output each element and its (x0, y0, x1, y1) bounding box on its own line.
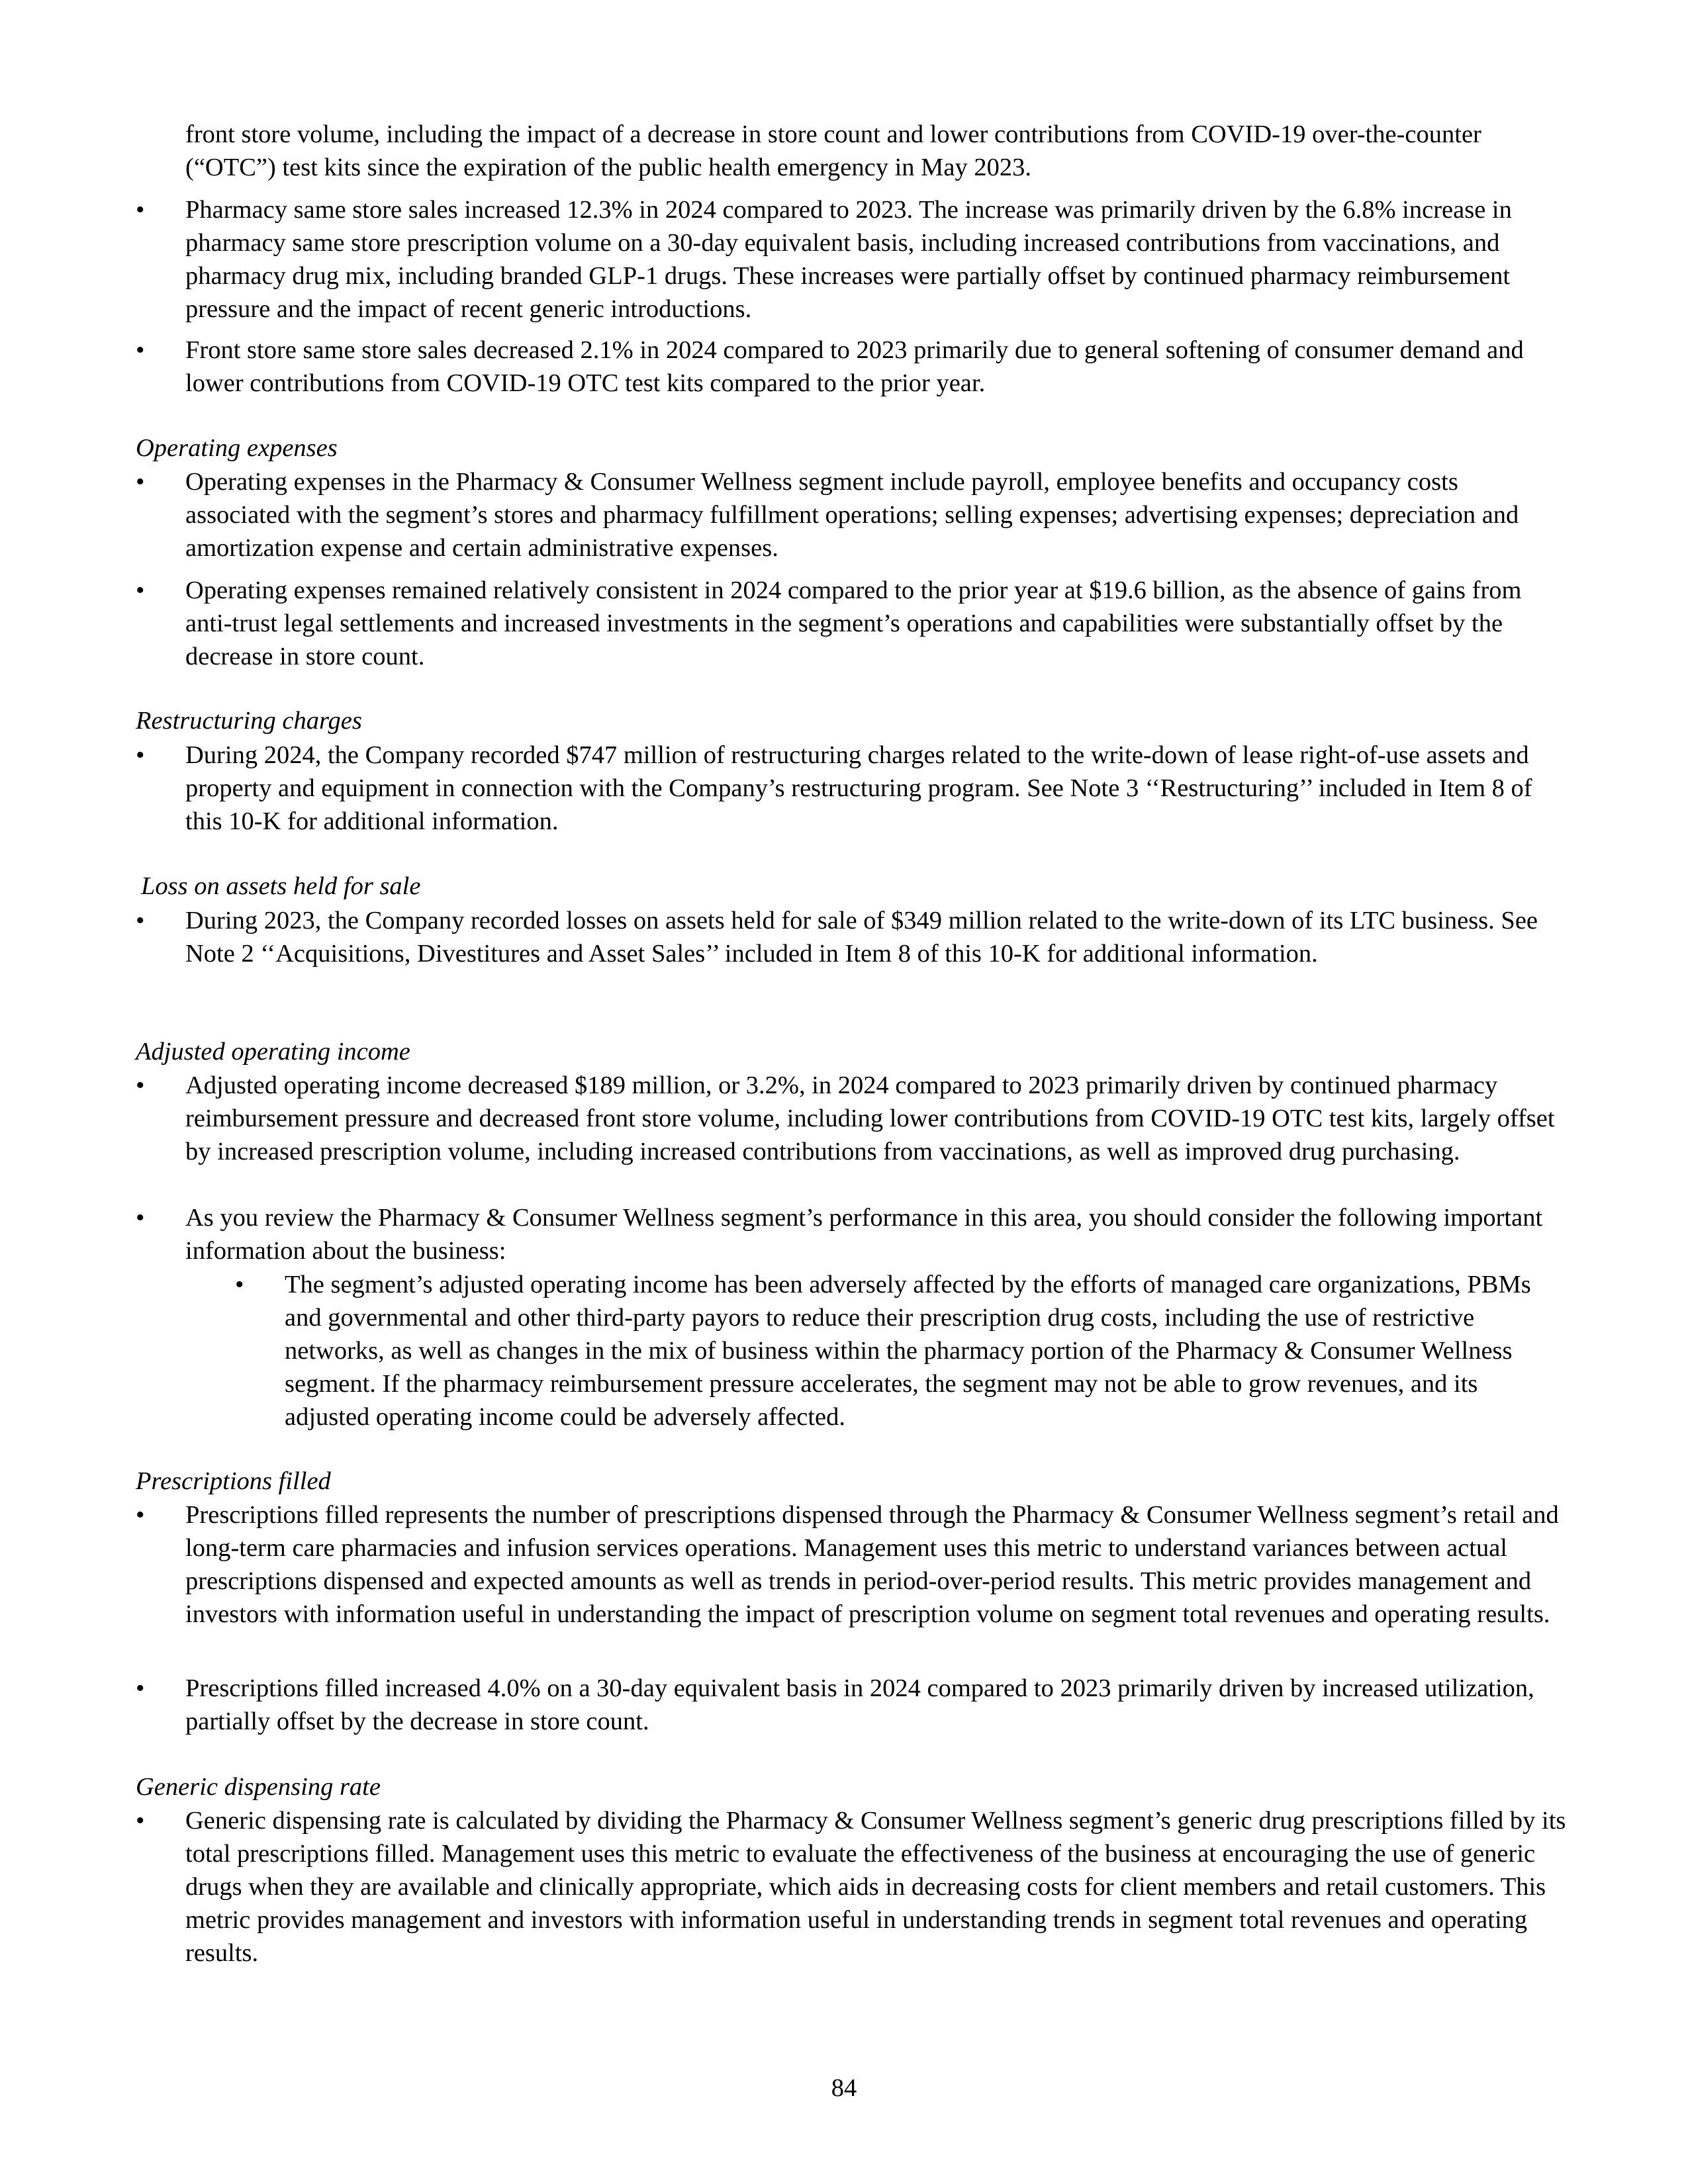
bullet-text: Pharmacy same store sales increased 12.3% in 2024 compared to 2023. The increase was primarily driven by the 6.8% increase in pharmacy same store prescription volume on a 30-day equivalent basis, including increased contributions from vaccinations, and pharmacy drug mix, including branded GLP-1 drugs. These increases were partially offset by continued pharmacy reimbursement pressure and the impact of recent generic introductions. (185, 196, 1512, 323)
bullet-marker: • (136, 1501, 145, 1529)
list-item (136, 465, 1569, 565)
bullet-marker: • (235, 1271, 244, 1298)
bullet-marker: • (136, 1674, 145, 1702)
section-heading-operating-expenses: Operating expenses (136, 434, 338, 462)
section-heading-generic-dispensing-rate: Generic dispensing rate (136, 1773, 381, 1801)
list-item (235, 1268, 1569, 1433)
bullet-text: Operating expenses in the Pharmacy & Consumer Wellness segment include payroll, employee benefits and occupancy costs associated with the segment’s stores and pharmacy fulfillment operations; selling expenses; advertising expenses; depreciation and amortization expense and certain administrative expenses. (185, 468, 1519, 562)
list-item (136, 574, 1569, 673)
bullet-text: Adjusted operating income decreased $189 million, or 3.2%, in 2024 compared to 2023 primarily driven by continued pharmacy reimbursement pressure and decreased front store volume, including lower contributions from COVID-19 OTC test kits, largely offset by increased prescription volume, including increased contributions from vaccinations, as well as improved drug purchasing. (185, 1071, 1555, 1165)
bullet-marker: • (136, 1204, 145, 1232)
bullet-text: Operating expenses remained relatively consistent in 2024 compared to the prior year at $19.6 billion, as the absence of gains from anti-trust legal settlements and increased investments in the segment’s operations and capabilities were substantially offset by the decrease in store count. (185, 576, 1522, 670)
bullet-text: Front store same store sales decreased 2.1% in 2024 compared to 2023 primarily due to general softening of consumer demand and lower contributions from COVID-19 OTC test kits compared to the prior year. (185, 336, 1524, 397)
bullet-marker: • (136, 196, 145, 224)
sub-bullet-text: The segment’s adjusted operating income has been adversely affected by the efforts of managed care organizations, PBMs and governmental and other third-party payors to reduce their prescription drug costs, including the use of restrictive networks, as well as changes in the mix of business within the pharmacy portion of the Pharmacy & Consumer Wellness segment. If the pharmacy reimbursement pressure accelerates, the segment may not be able to grow revenues, and its adjusted operating income could be adversely affected. (285, 1271, 1531, 1431)
bullet-text: As you review the Pharmacy & Consumer Wellness segment’s performance in this area, you should consider the following important information about the business: (185, 1204, 1543, 1265)
intro-continuation-paragraph: front store volume, including the impact of a decrease in store count and lower contributions from COVID-19 over-the-counter (“OTC”) test kits since the expiration of the public health emergency in May 2023. (185, 120, 1481, 181)
section-heading-loss-on-assets: Loss on assets held for sale (141, 872, 421, 900)
bullet-marker: • (136, 576, 145, 604)
page-number: 84 (831, 2074, 857, 2102)
bullet-marker: • (136, 1807, 145, 1835)
bullet-text: Prescriptions filled represents the number of prescriptions dispensed through the Pharmacy & Consumer Wellness segment’s retail and long-term care pharmacies and infusion services operations. Management uses this metric to understand variances between actual prescriptions dispensed and expected amounts as well as trends in period-over-period results. This metric provides management and investors with information useful in understanding the impact of prescription volume on segment total revenues and operating results. (185, 1501, 1559, 1628)
list-item (136, 334, 1569, 400)
list-item (136, 193, 1569, 326)
bullet-text: Prescriptions filled increased 4.0% on a 30-day equivalent basis in 2024 compared to 2023 primarily driven by increased utilization, partially offset by the decrease in store count. (185, 1674, 1534, 1735)
section-heading-prescriptions-filled: Prescriptions filled (136, 1467, 331, 1495)
list-item (136, 739, 1569, 838)
bullet-text: During 2023, the Company recorded losses on assets held for sale of $349 million related to the write-down of its LTC business. See Note 2 ‘‘Acquisitions, Divestitures and Asset Sales’’ included in Item 8 of this 10-K for additional information. (185, 907, 1538, 968)
list-item (136, 904, 1569, 970)
list-item (136, 1498, 1569, 1631)
bullet-marker: • (136, 336, 145, 364)
list-item (136, 1672, 1569, 1738)
list-item (136, 1804, 1569, 1970)
list-item (136, 1201, 1569, 1267)
bullet-marker: • (136, 907, 145, 934)
bullet-marker: • (136, 468, 145, 496)
bullet-text: Generic dispensing rate is calculated by dividing the Pharmacy & Consumer Wellness segment’s generic drug prescriptions filled by its total prescriptions filled. Management uses this metric to evaluate the effectiveness of the business at encouraging the use of generic drugs when they are available and clinically appropriate, which aids in decreasing costs for client members and retail customers. This metric provides management and investors with information useful in understanding trends in segment total revenues and operating results. (185, 1807, 1566, 1967)
section-heading-adjusted-operating-income: Adjusted operating income (136, 1038, 410, 1066)
bullet-text: During 2024, the Company recorded $747 million of restructuring charges related to the write-down of lease right-of-use assets and property and equipment in connection with the Company’s restructuring program. See Note 3 ‘‘Restructuring’’ included in Item 8 of this 10-K for additional information. (185, 741, 1532, 835)
bullet-marker: • (136, 1071, 145, 1099)
section-heading-restructuring-charges: Restructuring charges (136, 707, 362, 735)
bullet-marker: • (136, 741, 145, 769)
list-item (136, 1069, 1569, 1168)
